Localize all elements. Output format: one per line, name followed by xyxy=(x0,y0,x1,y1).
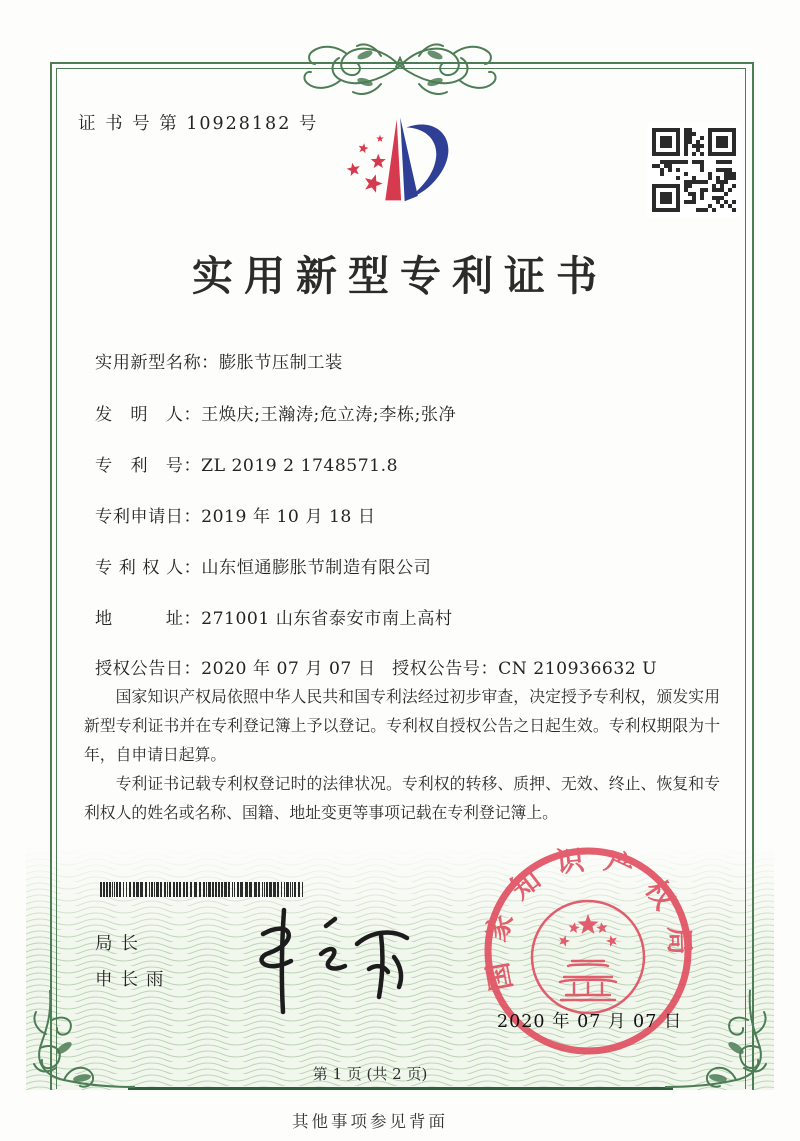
field-value: 膨胀节压制工装 xyxy=(218,353,343,373)
field-row-name xyxy=(95,348,343,373)
qr-code-icon xyxy=(647,123,741,217)
field-row-grant-date xyxy=(95,654,376,679)
field-row-grant-no xyxy=(392,654,657,679)
field-label: 授权公告号： xyxy=(392,659,499,679)
field-row-filing-date xyxy=(95,502,376,527)
legal-paragraph-1: 国家知识产权局依照中华人民共和国专利法经过初步审查，决定授予专利权，颁发实用新型专利证书并在专利登记簿上予以登记。专利权自授权公告之日起生效。专利权期限为十年，自申请日起算。 xyxy=(84,687,720,764)
field-label: 专 利 号： xyxy=(95,456,202,476)
field-label: 地 址： xyxy=(95,609,202,629)
field-value: 271001 山东省泰安市南上高村 xyxy=(201,609,453,629)
legal-text-block xyxy=(84,682,720,827)
signer-name: 申长雨 xyxy=(95,970,172,990)
field-row-inventors xyxy=(95,400,456,425)
seal-text: 国家知识产权局 xyxy=(477,841,697,994)
field-value: 2019 年 10 月 18 日 xyxy=(201,507,376,527)
field-value: 王焕庆;王瀚涛;危立涛;李栋;张净 xyxy=(201,405,457,425)
certificate-title: 实用新型专利证书 xyxy=(192,252,608,300)
see-back-note: 其他事项参见背面 xyxy=(292,1112,448,1131)
field-value: ZL 2019 2 1748571.8 xyxy=(201,456,399,476)
top-scroll-ornament-icon xyxy=(285,40,515,102)
barcode-icon xyxy=(100,882,306,897)
field-value: CN 210936632 U xyxy=(498,659,658,679)
field-label: 专利申请日： xyxy=(95,507,202,527)
field-label: 专 利 权 人： xyxy=(95,558,202,578)
field-label: 实用新型名称： xyxy=(95,353,219,373)
legal-paragraph-2: 专利证书记载专利权登记时的法律状况。专利权的转移、质押、无效、终止、恢复和专利权人的姓名或名称、国籍、地址变更等事项记载在专利登记簿上。 xyxy=(84,774,720,822)
field-row-patent-no xyxy=(95,451,398,476)
field-row-patentee xyxy=(95,553,431,578)
handwritten-signature-icon xyxy=(222,898,422,1016)
field-value: 2020 年 07 月 07 日 xyxy=(201,659,376,679)
certificate-number: 证 书 号 第 10928182 号 xyxy=(78,114,319,134)
svg-text:国家知识产权局 xyxy=(468,833,700,994)
bottom-rule xyxy=(128,1087,673,1090)
field-label: 发 明 人： xyxy=(95,405,202,425)
field-row-address xyxy=(95,604,453,629)
cnipa-patent-p-logo-icon xyxy=(336,100,468,218)
seal-date: 2020 年 07 月 07 日 xyxy=(497,1012,683,1032)
field-value: 山东恒通膨胀节制造有限公司 xyxy=(201,558,432,578)
field-label: 授权公告日： xyxy=(95,659,202,679)
page-number-note: 第 1 页 (共 2 页) xyxy=(312,1065,428,1083)
signer-title: 局长 xyxy=(95,934,146,954)
